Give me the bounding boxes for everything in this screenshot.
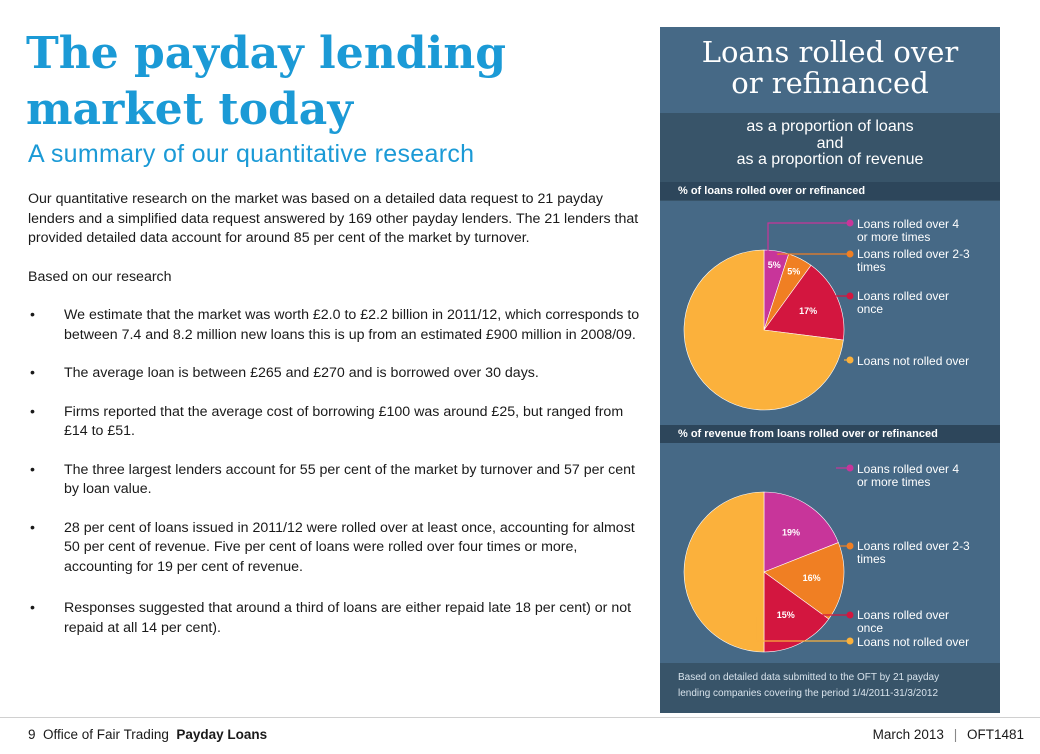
footnote-line: lending companies covering the period 1/4/2011-31/3/2012 [678,688,938,699]
legend-marker [847,612,854,619]
finding-bullet: • The average loan is between £265 and £270 and is borrowed over 30 days. [28,364,643,384]
finding-bullet: • Responses suggested that around a third of loans are either repaid late 18 per cent) or not repaid at all 14 per cent). [28,599,643,638]
finding-bullet: • We estimate that the market was worth £2.0 to £2.2 billion in 2011/12, which corresponds to between 7.4 and 8.2 million new loans this is up from an estimated £900 million in 2008/09. [28,306,643,345]
page-number: 9 [28,727,36,742]
footer-date: March 2013 [872,727,944,742]
footer-org: Office of Fair Trading [43,727,169,742]
pie-data-label: 15% [776,609,795,620]
legend-connector [768,223,850,253]
pie-data-label: 5% [787,266,801,277]
loans-pie-chart [684,250,844,410]
legend-label: Loans rolled over [857,289,950,303]
page-subtitle: A summary of our quantitative research [28,140,475,168]
pie-data-label: 19% [781,527,801,538]
findings-list [28,306,643,638]
legend-label: Loans not rolled over [857,354,970,368]
footer-divider [0,717,1040,718]
revenue-legend [857,462,970,649]
infographic-subtitle-line: and [816,134,844,152]
pie-data-label: 5% [767,260,781,271]
body-text [28,190,643,638]
loans-legend [857,217,970,368]
legend-marker [847,293,854,300]
legend-label: once [857,302,884,316]
loans-chart-header: % of loans rolled over or refinanced [660,182,1000,200]
footer-doc-title: Payday Loans [176,727,268,742]
finding-bullet: • Firms reported that the average cost of borrowing £100 was around £25, but ranged from £14 to £51. [28,403,643,442]
legend-label: Loans rolled over 2-3 [857,539,970,553]
legend-label: Loans rolled over 2-3 [857,247,970,261]
legend-label: once [857,621,884,635]
footer-left [28,727,267,742]
footnote-line: Based on detailed data submitted to the OFT by 21 payday [678,672,940,683]
infographic-subtitle-line: as a proportion of revenue [736,151,924,168]
revenue-chart-header: % of revenue from loans rolled over or refinanced [660,425,1000,443]
footer-separator: | [953,727,958,742]
finding-bullet: • 28 per cent of loans issued in 2011/12 were rolled over at least once, accounting for almost 50 per cent of revenue. Five per cent of loans were rolled over four times or more, accounting for 19 per cent of revenue. [28,519,643,578]
pie-slice [684,492,764,652]
legend-label: times [857,552,886,566]
infographic-title-line: Loans rolled over [701,35,959,69]
page-title: The payday lending market today [26,28,506,135]
pie-data-label: 17% [799,305,818,316]
legend-marker [847,220,854,227]
legend-label: Loans rolled over [857,608,950,622]
legend-label: Loans rolled over 4 [857,217,960,231]
intro-paragraph: Our quantitative research on the market was based on a detailed data request to 21 payday lenders and a simplified data request answered by 169 other payday lenders. The 21 lenders that provided detailed data account for around 85 per cent of the market by turnover. [28,191,639,246]
legend-marker [847,357,854,364]
pie-charts [660,27,1000,657]
finding-bullet: • The three largest lenders account for 55 per cent of the market by turnover and 57 per cent by loan value. [28,461,643,500]
legend-label: or more times [857,230,931,244]
legend-marker [847,465,854,472]
footer-right [873,727,1024,742]
legend-label: or more times [857,475,931,489]
legend-marker [847,638,854,645]
legend-label: Loans rolled over 4 [857,462,960,476]
infographic-panel [660,27,1000,713]
legend-label: Loans not rolled over [857,635,970,649]
legend-marker [847,543,854,550]
footer-ref: OFT1481 [966,727,1024,742]
infographic-footnote [660,663,1000,713]
lead-in-paragraph: Based on our research [28,268,172,285]
revenue-pie-chart [684,492,844,652]
infographic-title-line: or refinanced [731,66,929,100]
infographic-subtitle-line: as a proportion of loans [746,118,914,135]
legend-marker [847,251,854,258]
pie-data-label: 16% [802,573,821,583]
legend-label: times [857,260,886,274]
